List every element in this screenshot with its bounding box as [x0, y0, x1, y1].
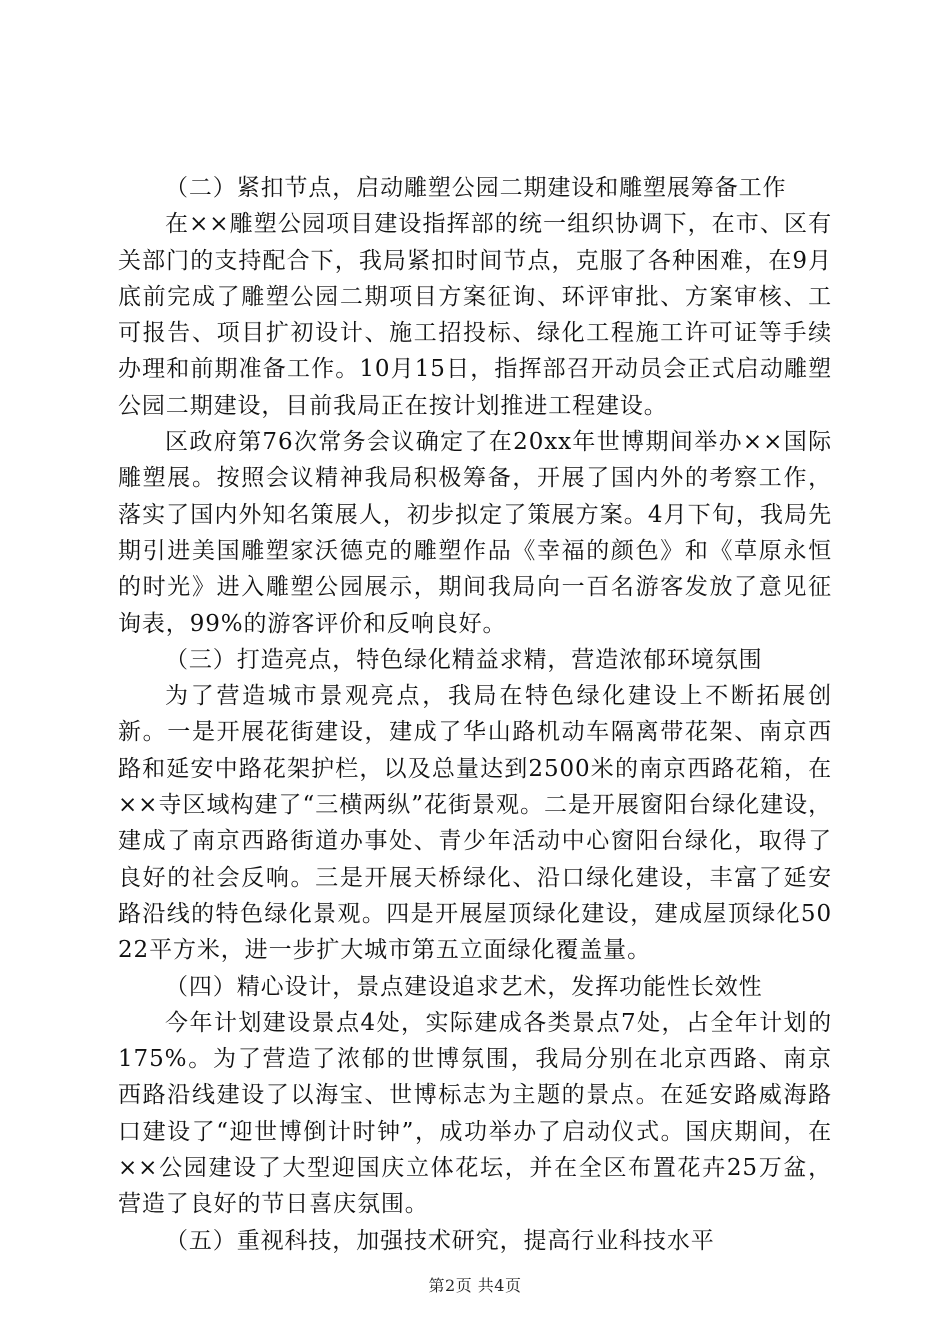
body-paragraph: 区政府第76次常务会议确定了在20xx年世博期间举办××国际雕塑展。按照会议精神我局积极筹备，开展了国内外的考察工作，落实了国内外知名策展人，初步拟定了策展方案。4月下旬，我局先期引进美国雕塑家沃德克的雕塑作品《幸福的颜色》和《草原永恒的时光》进入雕塑公园展示，期间我局向一百名游客发放了意见征询表，99%的游客评价和反响良好。: [118, 429, 832, 637]
body-paragraph: 在××雕塑公园项目建设指挥部的统一组织协调下，在市、区有关部门的支持配合下，我局紧扣时间节点，克服了各种困难，在9月底前完成了雕塑公园二期项目方案征询、环评审批、方案审核、工可报告、项目扩初设计、施工招投标、绿化工程施工许可证等手续办理和前期准备工作。10月15日，指挥部召开动员会正式启动雕塑公园二期建设，目前我局正在按计划推进工程建设。: [118, 211, 832, 419]
section-heading-4: （四）精心设计，景点建设追求艺术，发挥功能性长效性: [165, 973, 763, 1000]
section-heading-5: （五）重视科技，加强技术研究，提高行业科技水平: [165, 1227, 715, 1254]
document-body: [118, 170, 832, 1259]
section-heading-2: （二）紧扣节点，启动雕塑公园二期建设和雕塑展筹备工作: [165, 175, 787, 201]
page-number-footer: 第2页 共4页: [428, 1276, 522, 1295]
body-paragraph: 今年计划建设景点4处，实际建成各类景点7处，占全年计划的175%。为了营造了浓郁的世博氛围，我局分别在北京西路、南京西路沿线建设了以海宝、世博标志为主题的景点。在延安路威海路口建设了“迎世博倒计时钟”，成功举办了启动仪式。国庆期间，在××公园建设了大型迎国庆立体花坛，并在全区布置花卉25万盆，营造了良好的节日喜庆氛围。: [118, 1009, 832, 1218]
section-heading-3: （三）打造亮点，特色绿化精益求精，营造浓郁环境氛围: [165, 646, 763, 673]
body-paragraph: 为了营造城市景观亮点，我局在特色绿化建设上不断拓展创新。一是开展花街建设，建成了华山路机动车隔离带花架、南京西路和延安中路花架护栏，以及总量达到2500米的南京西路花箱，在××寺区域构建了“三横两纵”花街景观。二是开展窗阳台绿化建设，建成了南京西路街道办事处、青少年活动中心窗阳台绿化，取得了良好的社会反响。三是开展天桥绿化、沿口绿化建设，丰富了延安路沿线的特色绿化景观。四是开展屋顶绿化建设，建成屋顶绿化5022平方米，进一步扩大城市第五立面绿化覆盖量。: [118, 683, 832, 964]
